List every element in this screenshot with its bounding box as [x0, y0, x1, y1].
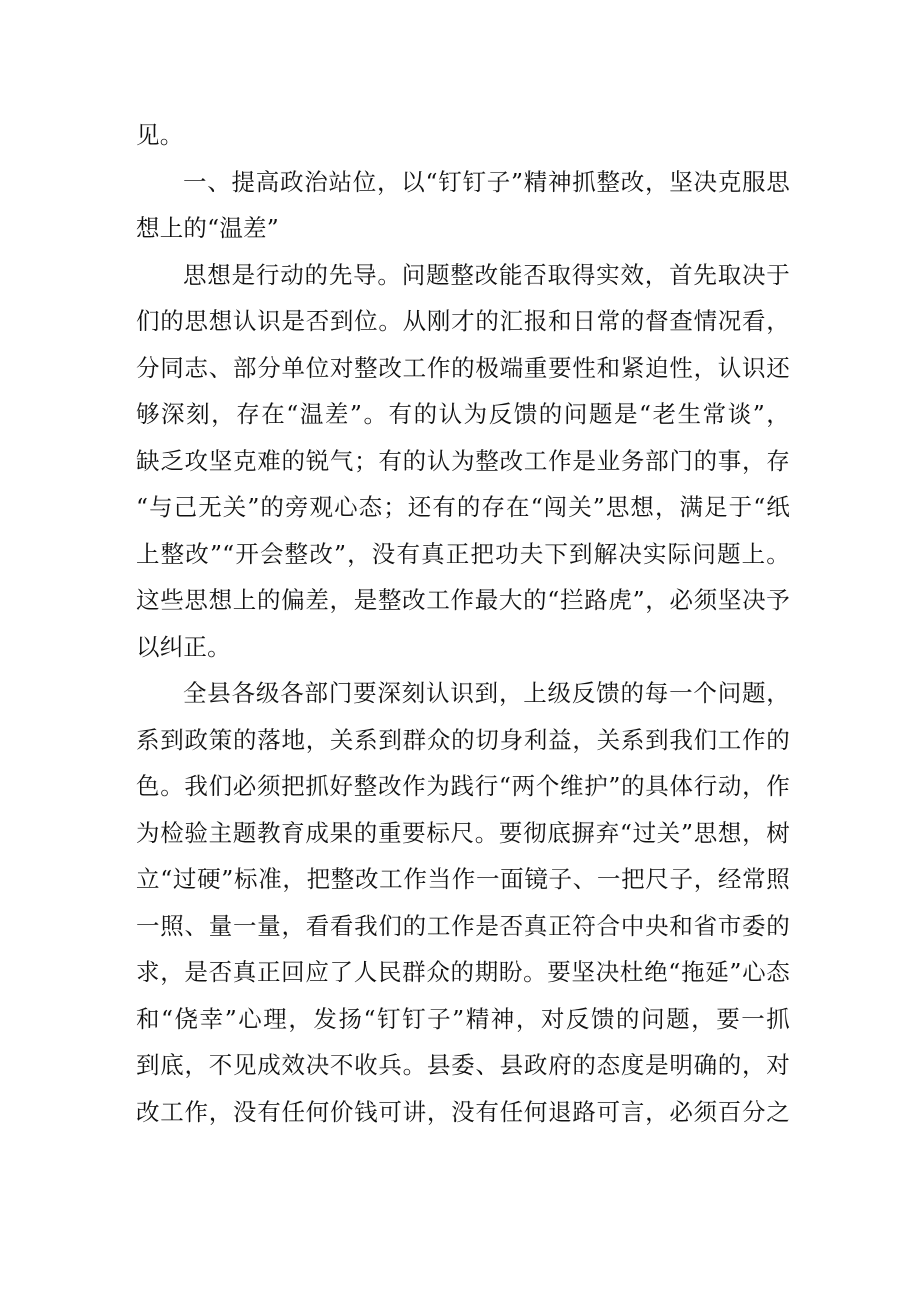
paragraph-line: “与己无关”的旁观心态；还有的存在“闯关”思想，满足于“纸	[136, 493, 790, 521]
paragraph-line: 们的思想认识是否到位。从刚才的汇报和日常的督查情况看，	[136, 307, 790, 335]
paragraph-line: 一照、量一量，看看我们的工作是否真正符合中央和省市委的	[136, 911, 790, 940]
paragraph-line: 分同志、部分单位对整改工作的极端重要性和紧迫性，认识还	[136, 353, 790, 382]
paragraph-line: 系到政策的落地，关系到群众的切身利益，关系到我们工作的	[136, 725, 790, 754]
paragraph-line: 够深刻，存在“温差”。有的认为反馈的问题是“老生常谈”，	[136, 400, 790, 428]
paragraph-line: 到底，不见成效决不收兵。县委、县政府的态度是明确的，对	[136, 1051, 790, 1079]
paragraph-line: 求，是否真正回应了人民群众的期盼。要坚决杜绝“拖延”心态	[136, 958, 790, 986]
section-heading-line: 一、提高政治站位，以“钉钉子”精神抓整改，坚决克服思	[183, 167, 790, 196]
paragraph-line: 立“过硬”标准，把整改工作当作一面镜子、一把尺子，经常照	[136, 865, 790, 893]
paragraph-line: 上整改”“开会整改”，没有真正把功夫下到解决实际问题上。	[136, 539, 790, 568]
paragraph-line: 这些思想上的偏差，是整改工作最大的“拦路虎”，必须坚决予	[136, 586, 790, 614]
paragraph-line: 以纠正。	[136, 632, 231, 661]
paragraph-line: 色。我们必须把抓好整改作为践行“两个维护”的具体行动，作	[136, 772, 790, 800]
paragraph-line: 和“侥幸”心理，发扬“钉钉子”精神，对反馈的问题，要一抓	[136, 1004, 790, 1033]
paragraph-line: 全县各级各部门要深刻认识到，上级反馈的每一个问题，	[183, 679, 790, 707]
paragraph-line: 缺乏攻坚克难的锐气；有的认为整改工作是业务部门的事，存	[136, 446, 790, 475]
paragraph-line: 改工作，没有任何价钱可讲，没有任何退路可言，必须百分之	[136, 1097, 790, 1126]
document-body	[136, 112, 790, 1135]
paragraph-line: 思想是行动的先导。问题整改能否取得实效，首先取决于	[183, 260, 790, 289]
section-heading-line: 想上的“温差”	[136, 214, 279, 242]
text-line: 见。	[136, 121, 184, 149]
paragraph-line: 为检验主题教育成果的重要标尺。要彻底摒弃“过关”思想，树	[136, 818, 790, 847]
